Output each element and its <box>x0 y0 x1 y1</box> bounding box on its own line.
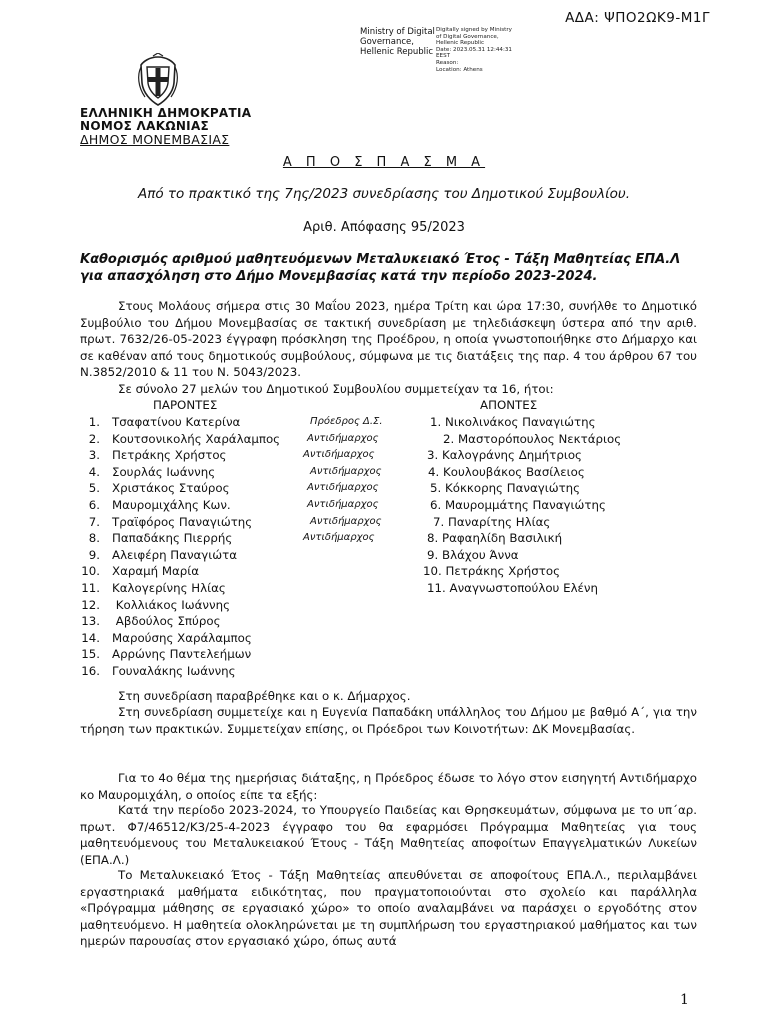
member-number: 9. <box>88 547 100 562</box>
member-role: Πρόεδρος Δ.Σ. <box>310 416 383 427</box>
member-role: Αντιδήμαρχος <box>310 465 382 477</box>
member-number: 2. <box>88 431 100 446</box>
minutes-line: Από το πρακτικό της 7ης/2023 συνεδρίασης του Δημοτικού Συμβουλίου. <box>137 186 631 202</box>
present-member-row <box>80 647 251 661</box>
member-number: 10. <box>81 564 100 579</box>
member-name: Γουναλάκης Ιωάννης <box>112 664 236 678</box>
document-title: Α Π Ο Σ Π Α Σ Μ Α <box>282 155 486 170</box>
topic-paragraph: Για το 4ο θέμα της ημερήσιας διάταξης, η Πρόεδρος έδωσε το λόγο στον εισηγητή Αντιδήμαρχο κο Μαυρομιχάλη, ο οποίος είπε τα εξής: <box>80 771 697 802</box>
greek-emblem-icon <box>135 53 181 107</box>
absent-member-row: 3. Καλογράνης Δημήτριος <box>427 448 582 463</box>
decision-subject <box>80 251 700 285</box>
signature-detail-line: Reason: <box>436 59 459 66</box>
signature-detail-line: Hellenic Republic <box>436 40 485 47</box>
signature-org-line: Hellenic Republic <box>360 47 434 57</box>
mayor-line: Στη συνεδρίαση παραβρέθηκε και ο κ. Δήμαρχος. <box>118 689 411 703</box>
absent-member-row: 9. Βλάχου Άννα <box>427 547 519 562</box>
present-member-row <box>80 581 226 595</box>
absent-member-row: 8. Ραφαηλίδη Βασιλική <box>427 531 563 546</box>
signature-detail-line: Date: 2023.05.31 12:44:31 <box>436 46 512 53</box>
member-number: 4. <box>88 464 100 479</box>
present-member-row <box>80 664 236 678</box>
signature-details <box>436 27 512 73</box>
present-member-row <box>80 448 226 462</box>
member-number: 16. <box>81 664 100 678</box>
signature-detail-line: of Digital Governance, <box>436 33 499 40</box>
member-name: Αβδούλος Σπύρος <box>112 614 221 629</box>
signature-org-line: Ministry of Digital <box>360 27 435 37</box>
present-member-row <box>80 481 230 495</box>
member-name: Χριστάκος Σταύρος <box>112 481 230 496</box>
present-member-row <box>80 564 199 578</box>
present-member-row <box>80 432 280 446</box>
member-number: 7. <box>88 514 100 529</box>
ministry-paragraph: Κατά την περίοδο 2023-2024, το Υπουργείο Παιδείας και Θρησκευμάτων, σύμφωνα με το υπ΄αρ. πρωτ. Φ7/46512/Κ3/25-4-2023 έγγραφο του θα εφαρμόσει Πρόγραμμα Μαθητείας για τους μαθητευόμενους του Μεταλυκειακού Έτους - Τάξη Μαθητείας αποφοίτων Επαγγελματικών Λυκείων (ΕΠΑ.Λ.) <box>80 803 697 867</box>
present-member-row <box>80 548 237 562</box>
member-role: Αντιδήμαρχος <box>307 482 379 494</box>
absent-member-row: 7. Παναρίτης Ηλίας <box>433 514 551 529</box>
present-member-row <box>80 531 232 545</box>
member-number: 15. <box>81 647 100 662</box>
member-name: Τραϊφόρος Παναγιώτης <box>112 514 253 529</box>
absent-member-row: 11. Αναγνωστοπούλου Ελένη <box>427 581 598 595</box>
header-republic: ΕΛΛΗΝΙΚΗ ΔΗΜΟΚΡΑΤΙΑ <box>80 106 252 120</box>
member-name: Τσαφατίνου Κατερίνα <box>112 415 241 429</box>
absent-member-row: 2. Μαστορόπουλος Νεκτάριος <box>443 431 622 446</box>
subject-line: για απασχόληση στο Δήμο Μονεμβασίας κατά την περίοδο 2023-2024. <box>80 269 598 284</box>
member-number: 6. <box>88 498 100 512</box>
member-number: 8. <box>88 531 100 546</box>
issuer-header <box>80 107 251 146</box>
absent-member-row: 6. Μαυρομμάτης Παναγιώτης <box>430 498 606 512</box>
ada-code: ΑΔΑ: ΨΠΟ2ΩΚ9-Μ1Γ <box>565 10 710 26</box>
member-role: Αντιδήμαρχος <box>307 499 379 510</box>
total-members-line: Σε σύνολο 27 μελών του Δημοτικού Συμβουλίου συμμετείχαν τα 16, ήτοι: <box>118 382 554 396</box>
member-name: Κολλιάκος Ιωάννης <box>112 597 230 612</box>
signature-organization <box>360 27 435 57</box>
member-name: Αρρώνης Παντελεήμων <box>112 647 252 662</box>
member-name: Κουτσονικολής Χαράλαμπος <box>112 431 281 446</box>
present-member-row <box>80 498 231 512</box>
present-member-row <box>80 465 215 479</box>
member-name: Πετράκης Χρήστος <box>112 448 227 463</box>
member-name: Σουρλάς Ιωάννης <box>112 464 216 479</box>
member-name: Μαυρομιχάλης Κων. <box>112 498 231 512</box>
absent-member-row: 10. Πετράκης Χρήστος <box>423 564 560 579</box>
signature-detail-line: Location: Athens <box>436 66 483 73</box>
signature-org-line: Governance, <box>360 37 414 47</box>
subject-line: Καθορισμός αριθμού μαθητευόμενων Μεταλυκειακό Έτος - Τάξη Μαθητείας ΕΠΑ.Λ <box>80 252 681 267</box>
header-municipality: ΔΗΜΟΣ ΜΟΝΕΜΒΑΣΙΑΣ <box>80 132 230 147</box>
present-member-row <box>80 415 240 429</box>
member-number: 13. <box>81 614 100 629</box>
member-number: 11. <box>81 581 100 595</box>
member-role: Αντιδήμαρχος <box>310 515 382 527</box>
absent-member-row: 5. Κόκκορης Παναγιώτης <box>430 481 581 496</box>
member-name: Καλογερίνης Ηλίας <box>112 581 226 595</box>
absent-member-row: 1. Νικολινάκος Παναγιώτης <box>430 415 596 429</box>
member-number: 12. <box>81 597 100 612</box>
employee-paragraph: Στη συνεδρίαση συμμετείχε και η Ευγενία Παπαδάκη υπάλληλος του Δήμου με βαθμό Α΄, για την τήρηση των πρακτικών. Συμμετείχαν επίσης, οι Πρόεδροι των Κοινοτήτων: ΔΚ Μονεμβασίας. <box>80 705 697 736</box>
member-number: 1. <box>88 415 100 429</box>
absent-header: ΑΠΟΝΤΕΣ <box>480 398 538 412</box>
member-role: Αντιδήμαρχος <box>303 449 375 461</box>
member-number: 14. <box>81 630 100 645</box>
present-member-row <box>80 598 230 612</box>
signature-detail-line: EEST <box>436 53 451 60</box>
present-member-row <box>80 614 221 628</box>
present-header: ΠΑΡΟΝΤΕΣ <box>153 398 218 412</box>
member-role: Αντιδήμαρχος <box>303 532 375 544</box>
present-member-row <box>80 515 252 529</box>
present-member-row <box>80 631 252 645</box>
decision-number: Αριθ. Απόφασης 95/2023 <box>303 220 465 235</box>
member-role: Αντιδήμαρχος <box>307 432 379 444</box>
program-paragraph: Το Μεταλυκειακό Έτος - Τάξη Μαθητείας απευθύνεται σε αποφοίτους ΕΠΑ.Λ., περιλαμβάνει εργαστηριακά μαθήματα ειδικότητας, που πραγματοποιούνται στο σχολείο και παράλληλα «Πρόγραμμα μάθησης σε εργασιακό χώρο» το οποίο αναλαμβάνει να παράσχει ο εργοδότης στον μαθητευόμενο. Η μαθητεία ολοκληρώνεται με τη συμπλήρωση του εργαστηριακού μαθήματος και των ημερών παρουσίας στον εργασιακό χώρο, όπως αυτά <box>80 868 697 948</box>
intro-paragraph: Στους Μολάους σήμερα στις 30 Μαΐου 2023, ημέρα Τρίτη και ώρα 17:30, συνήλθε το Δημοτικό Συμβούλιο του Δήμου Μονεμβασίας σε τακτική συνεδρίαση με τηλεδιάσκεψη ύστερα από την αριθ. πρωτ. 7632/26-05-2023 έγγραφη πρόσκληση της Προέδρου, η οποία γνωστοποιήθηκε στο Δήμαρχο και σε καθέναν από τους δημοτικούς συμβούλους, σύμφωνα με τις διατάξεις της παρ. 4 του άρθρου 67 του Ν.3852/2010 & 11 του Ν. 5043/2023. <box>80 299 697 379</box>
absent-member-row: 4. Κουλουβάκος Βασίλειος <box>428 464 585 479</box>
member-name: Χαραμή Μαρία <box>112 564 200 579</box>
member-number: 3. <box>88 448 100 463</box>
member-name: Μαρούσης Χαράλαμπος <box>112 630 252 645</box>
member-name: Παπαδάκης Πιερρής <box>112 531 233 546</box>
signature-detail-line: Digitally signed by Ministry <box>436 27 512 33</box>
header-prefecture: ΝΟΜΟΣ ΛΑΚΩΝΙΑΣ <box>80 119 210 133</box>
page-number: 1 <box>680 992 689 1008</box>
member-name: Αλειφέρη Παναγιώτα <box>112 547 238 562</box>
member-number: 5. <box>88 481 100 496</box>
